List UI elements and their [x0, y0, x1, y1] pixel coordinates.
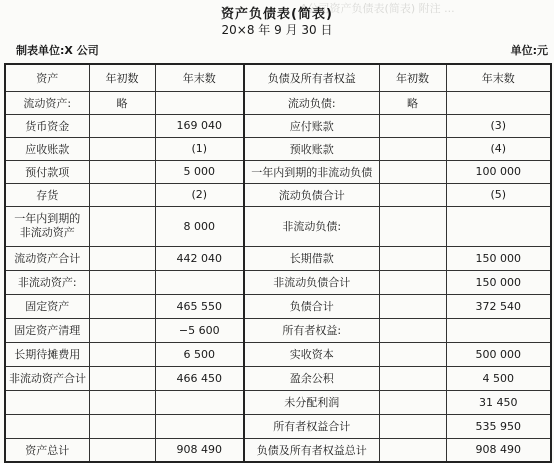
table-row — [5, 160, 551, 183]
cell — [89, 294, 155, 318]
cell — [379, 206, 446, 246]
cell: 流动资产: — [5, 91, 89, 114]
cell: 150 000 — [446, 246, 551, 270]
balance-sheet-table — [4, 63, 552, 463]
cell — [379, 270, 446, 294]
cell — [89, 246, 155, 270]
cell — [379, 294, 446, 318]
cell — [155, 270, 244, 294]
cell: 31 450 — [446, 390, 551, 414]
table-row — [5, 366, 551, 390]
table-row — [5, 183, 551, 206]
cell: 流动资产合计 — [5, 246, 89, 270]
cell — [89, 206, 155, 246]
cell: 8 000 — [155, 206, 244, 246]
cell: 465 550 — [155, 294, 244, 318]
cell — [379, 414, 446, 438]
cell — [379, 183, 446, 206]
cell — [89, 342, 155, 366]
cell — [89, 160, 155, 183]
cell: 500 000 — [446, 342, 551, 366]
cell — [89, 270, 155, 294]
cell — [379, 366, 446, 390]
cell — [379, 114, 446, 137]
cell: 略 — [379, 91, 446, 114]
cell: 长期借款 — [244, 246, 379, 270]
cell: 固定资产 — [5, 294, 89, 318]
cell: 6 500 — [155, 342, 244, 366]
cell — [89, 183, 155, 206]
cell: (2) — [155, 183, 244, 206]
table-row — [5, 137, 551, 160]
table-row — [5, 114, 551, 137]
header-opening: 年初数 — [89, 64, 155, 91]
table-row — [5, 342, 551, 366]
cell — [446, 318, 551, 342]
cell — [379, 246, 446, 270]
cell — [5, 390, 89, 414]
page-title: 资产负债表(简表) — [221, 7, 333, 22]
cell — [379, 390, 446, 414]
cell — [89, 366, 155, 390]
table-row — [5, 270, 551, 294]
header-closing: 年末数 — [446, 64, 551, 91]
table-header-row — [5, 64, 551, 91]
cell: 预付款项 — [5, 160, 89, 183]
cell — [379, 318, 446, 342]
cell: (4) — [446, 137, 551, 160]
report-date: 20×8 年 9 月 30 日 — [221, 23, 333, 37]
cell: 一年内到期的非流动资产 — [5, 206, 89, 246]
cell — [89, 114, 155, 137]
cell — [89, 390, 155, 414]
cell: 未分配利润 — [244, 390, 379, 414]
cell — [155, 414, 244, 438]
cell: 盈余公积 — [244, 366, 379, 390]
table-row — [5, 294, 551, 318]
cell: 169 040 — [155, 114, 244, 137]
cell: 实收资本 — [244, 342, 379, 366]
cell: 908 490 — [155, 438, 244, 462]
cell: 负债及所有者权益总计 — [244, 438, 379, 462]
cell: 略 — [89, 91, 155, 114]
header-liabilities-equity: 负债及所有者权益 — [244, 64, 379, 91]
table-row — [5, 414, 551, 438]
cell: 非流动资产合计 — [5, 366, 89, 390]
cell — [379, 342, 446, 366]
table-row — [5, 91, 551, 114]
cell: 非流动资产: — [5, 270, 89, 294]
currency-unit: 单位:元 — [510, 44, 548, 57]
cell: 5 000 — [155, 160, 244, 183]
table-row — [5, 206, 551, 246]
cell: 应收账款 — [5, 137, 89, 160]
cell: 预收账款 — [244, 137, 379, 160]
cell: 固定资产清理 — [5, 318, 89, 342]
cell: 长期待摊费用 — [5, 342, 89, 366]
cell — [5, 414, 89, 438]
cell: 150 000 — [446, 270, 551, 294]
cell: −5 600 — [155, 318, 244, 342]
cell: 100 000 — [446, 160, 551, 183]
cell: (3) — [446, 114, 551, 137]
cell: 存货 — [5, 183, 89, 206]
cell — [89, 137, 155, 160]
cell: 货币资金 — [5, 114, 89, 137]
header-assets: 资产 — [5, 64, 89, 91]
cell: 流动负债: — [244, 91, 379, 114]
cell: 442 040 — [155, 246, 244, 270]
cell: 所有者权益合计 — [244, 414, 379, 438]
cell: 535 950 — [446, 414, 551, 438]
faint-background-text: A公司资产负债表(简表) 附注 ... — [300, 2, 455, 15]
cell: 一年内到期的非流动负债 — [244, 160, 379, 183]
table-row — [5, 318, 551, 342]
header-opening: 年初数 — [379, 64, 446, 91]
table-row — [5, 246, 551, 270]
cell: 所有者权益: — [244, 318, 379, 342]
cell: (1) — [155, 137, 244, 160]
cell — [89, 318, 155, 342]
cell: 非流动负债: — [244, 206, 379, 246]
cell: 应付账款 — [244, 114, 379, 137]
cell: 908 490 — [446, 438, 551, 462]
cell: 466 450 — [155, 366, 244, 390]
cell: 非流动负债合计 — [244, 270, 379, 294]
cell — [379, 160, 446, 183]
preparer-unit: 制表单位:X 公司 — [16, 44, 99, 57]
cell — [379, 137, 446, 160]
cell — [155, 390, 244, 414]
cell: 4 500 — [446, 366, 551, 390]
cell — [89, 414, 155, 438]
header-closing: 年末数 — [155, 64, 244, 91]
cell: 资产总计 — [5, 438, 89, 462]
table-row — [5, 390, 551, 414]
cell — [155, 91, 244, 114]
cell — [446, 91, 551, 114]
cell: 372 540 — [446, 294, 551, 318]
cell: 流动负债合计 — [244, 183, 379, 206]
cell: (5) — [446, 183, 551, 206]
cell — [446, 206, 551, 246]
cell: 负债合计 — [244, 294, 379, 318]
